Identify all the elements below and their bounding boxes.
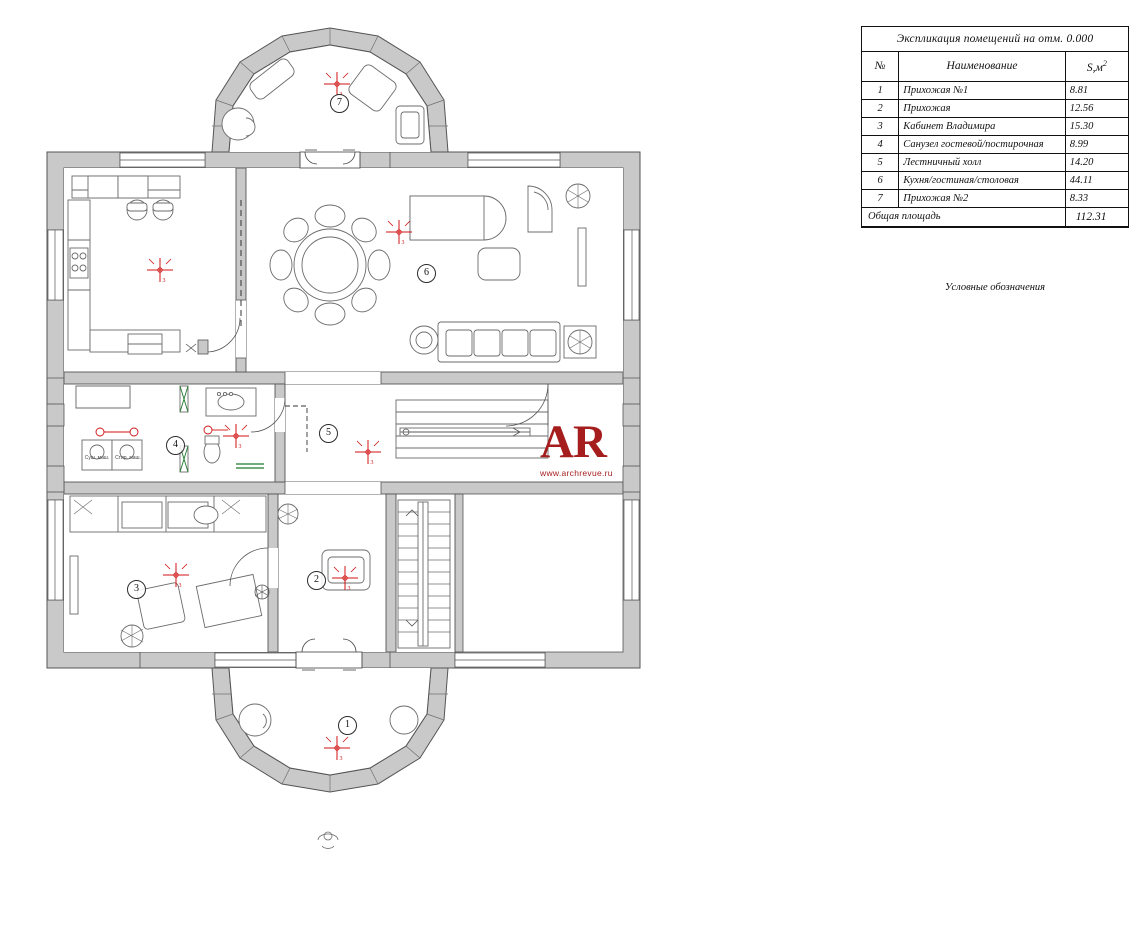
room-badge-5: 5 [319, 424, 338, 443]
table-row [862, 171, 1128, 189]
header-number: № [862, 52, 899, 81]
room-badge-7: 7 [330, 94, 349, 113]
header-name: Наименование [899, 52, 1065, 81]
cell-name: Прихожая №2 [899, 189, 1065, 207]
table-row [862, 81, 1128, 99]
cell-area: 14.20 [1065, 153, 1128, 171]
cell-area: 44.11 [1065, 171, 1128, 189]
schedule-title: Экспликация помещений на отм. 0.000 [862, 27, 1128, 52]
table-row [862, 135, 1128, 153]
label-dryer: Суш. маш. [84, 455, 110, 461]
cell-name: Санузел гостевой/постирочная [899, 135, 1065, 153]
table-total-row [862, 207, 1128, 226]
cell-number: 5 [862, 153, 899, 171]
table-row [862, 99, 1128, 117]
cell-number: 1 [862, 81, 899, 99]
cell-name: Лестничный холл [899, 153, 1065, 171]
label-washer: Стир. маш. [115, 455, 141, 461]
cell-name: Прихожая №1 [899, 81, 1065, 99]
room-badge-1: 1 [338, 716, 357, 735]
watermark-letters: AR [540, 416, 606, 468]
total-value: 112.31 [1065, 207, 1128, 226]
cell-area: 8.33 [1065, 189, 1128, 207]
room-badge-4: 4 [166, 436, 185, 455]
table-header-row [862, 52, 1128, 81]
cell-area: 8.99 [1065, 135, 1128, 153]
room-schedule-table [861, 26, 1129, 228]
cell-name: Кухня/гостиная/столовая [899, 171, 1065, 189]
header-area-superscript: 2 [1102, 59, 1107, 68]
table-row [862, 153, 1128, 171]
header-area-text: S,м [1086, 61, 1103, 74]
watermark-url: www.archrevue.ru [540, 468, 613, 478]
legend-caption: Условные обозначения [944, 282, 1046, 293]
cell-name: Прихожая [899, 99, 1065, 117]
cell-area: 8.81 [1065, 81, 1128, 99]
cell-number: 7 [862, 189, 899, 207]
room-badge-2: 2 [307, 571, 326, 590]
cell-area: 15.30 [1065, 117, 1128, 135]
header-area [1065, 52, 1128, 81]
cell-area: 12.56 [1065, 99, 1128, 117]
total-label: Общая площадь [862, 207, 1065, 226]
cell-number: 2 [862, 99, 899, 117]
room-badge-6: 6 [417, 264, 436, 283]
cell-number: 4 [862, 135, 899, 153]
table-row [862, 189, 1128, 207]
floor-plan-svg: 3 [0, 0, 1144, 933]
cell-name: Кабинет Владимира [899, 117, 1065, 135]
schedule-grid [862, 52, 1128, 227]
cell-number: 3 [862, 117, 899, 135]
cell-number: 6 [862, 171, 899, 189]
table-row [862, 117, 1128, 135]
room-badge-3: 3 [127, 580, 146, 599]
